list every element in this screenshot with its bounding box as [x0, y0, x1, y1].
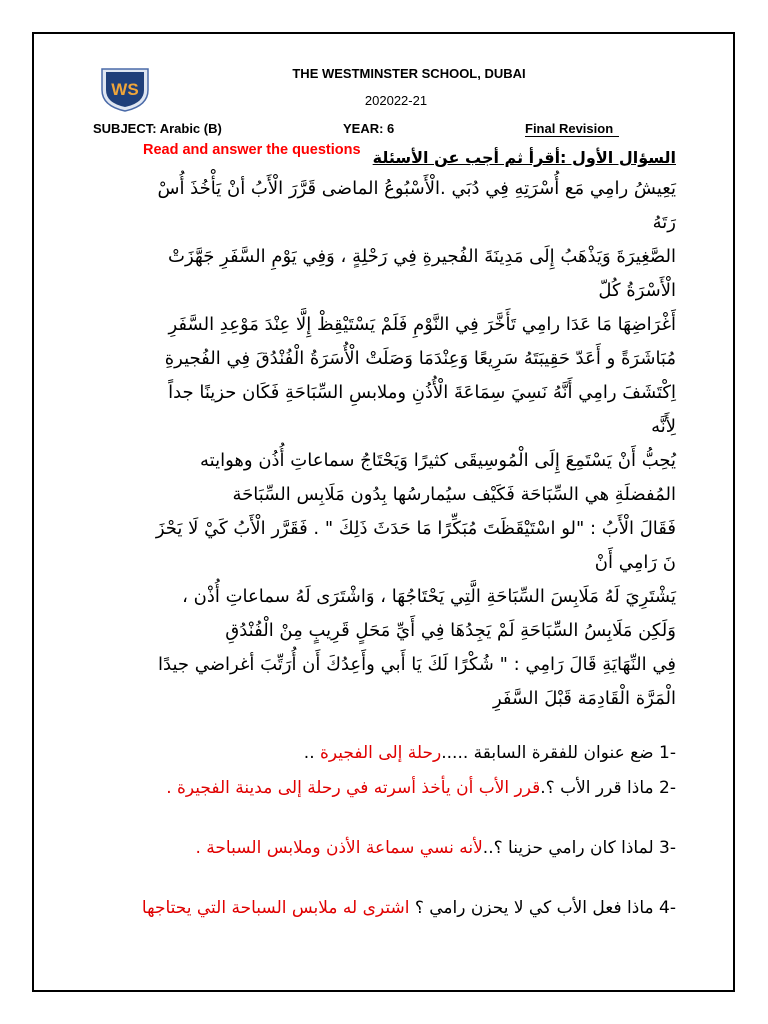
- passage-line: اِكْتَشَفَ رامِي أَنَّهُ نَسِيَ سِمَاعَةَ الْأُذُنِ وملابسِ السِّبَاحَةِ فَكَان حزينًا جداً: [168, 382, 676, 403]
- passage-line: الْأَسْرَةُ كُلّ: [598, 280, 676, 301]
- question-number: -3: [659, 838, 676, 858]
- question-text: ماذا قرر الأب ؟.: [540, 778, 654, 798]
- logo-text: WS: [111, 80, 139, 99]
- question-text: لماذا كان رامي حزينا ؟..: [482, 838, 654, 858]
- instruction-text: Read and answer the questions: [143, 142, 361, 158]
- passage-line: فَقَالَ الْأَبُ : "لو اسْتَيْقَظَتَ مُبَكِّرًا مَا حَدَثَ ذَلِكَ " . فَقَرَّر الْأَبُ كَيْ لَا يَحْزَ: [155, 518, 676, 539]
- passage-line: الْمَرَّة الْقَادِمَة قَبْلَ السَّفَرِ: [492, 688, 676, 709]
- question-text: ضع عنوان للفقرة السابقة .....: [441, 743, 654, 763]
- revision-label: Final Revision: [525, 121, 619, 137]
- passage-line: نَ رَامِي أَنْ: [594, 552, 676, 573]
- section-title: السؤال الأول :أقرأ ثم أجب عن الأسئلة: [372, 148, 676, 167]
- question-tail: ..: [303, 743, 315, 763]
- question-4: [90, 896, 676, 920]
- passage-line: فِي النِّهَايَةِ قَالَ رَامِي : " شُكْرًا لَكَ يَا أَبي وأَعِدُكَ أَن أُرَتِّبَ أغراضي جيدًا: [158, 654, 676, 675]
- academic-year: 202022-21: [364, 93, 428, 108]
- passage-line: وَلَكِن مَلَابِسُ السِّبَاحَةِ لَمْ يَجِدُهَا فِي أَيِّ مَحَلٍ قَرِيبٍ مِنْ الْفُنْدُقِ: [225, 620, 676, 641]
- answer-text: رحلة إلى الفجيرة: [320, 743, 442, 763]
- passage-line: مُبَاشَرَةً و أَعَدّ حَقِيبَتَهُ سَرِيعًا وَعِنْدَمَا وَصَلَتْ الْأُسَرَةُ الْفُنْدُقَ فِي الفُجيرةِ: [164, 348, 676, 369]
- reading-passage: [90, 172, 676, 716]
- answer-text: لأنه نسي سماعة الأذن وملابس السباحة .: [195, 838, 483, 858]
- subject-label: SUBJECT: Arabic (B): [93, 121, 222, 136]
- question-number: -2: [659, 778, 676, 798]
- answer-text: قرر الأب أن يأخذ أسرته في رحلة إلى مدينة الفجيرة .: [166, 778, 541, 798]
- passage-line: أَغْرَاضِهَا مَا عَدَا رامِي تَأَخَّرَ فِي النَّوْمِ فَلَمْ يَسْتَيْقِظْ إِلَّا عِنْدَ مَوْعِدِ السَّفَرِ: [168, 314, 676, 335]
- passage-line: يَعِيشُ رامِي مَع أُسْرَتِهِ فِي دُبَي .الْأَسْبُوعُ الماضى قَرَّرَ الْأَبُ أنْ يَأْخُذَ أُسْ: [157, 178, 676, 199]
- question-number: -1: [659, 743, 676, 763]
- question-2: [90, 776, 676, 800]
- question-text: ماذا فعل الأب كي لا يحزن رامي ؟: [409, 898, 654, 918]
- passage-line: يَشْتَرِيَ لَهُ مَلَابِسَ السِّبَاحَةِ الَّتِي يَحْتَاجُهَا ، وَاشْتَرَى لَهُ سماعاتِ أُذْن ،: [182, 586, 676, 607]
- passage-line: الصَّغِيرَةَ وَيَذْهَبُ إِلَى مَدِينَةَ الفُجيرةِ فِي رَحْلِةٍ ، وَفِي يَوْمِ السَّفَرِ جَهَّزَتْ: [168, 246, 676, 267]
- question-1: [90, 741, 676, 765]
- answer-text: اشترى له ملابس السباحة التي يحتاجها: [141, 898, 410, 918]
- passage-line: يُحِبُّ أَنْ يَسْتَمِعَ إِلَى الْمُوسِيقَى كثيرًا وَيَحْتَاجُ سماعاتِ أُذُن وهوايته: [200, 450, 676, 471]
- school-name: THE WESTMINSTER SCHOOL, DUBAI: [292, 66, 526, 81]
- question-3: [90, 836, 676, 860]
- passage-line: رَتَهُ: [652, 212, 676, 233]
- question-number: -4: [659, 898, 676, 918]
- year-label: YEAR: 6: [343, 121, 395, 136]
- passage-line: المُفضلَةِ هي السِّبَاحَة فَكَيْف سيُمارسُها بِدُون مَلَابِس السِّبَاحَة: [232, 484, 676, 505]
- passage-line: لِأَنَّه: [651, 416, 676, 437]
